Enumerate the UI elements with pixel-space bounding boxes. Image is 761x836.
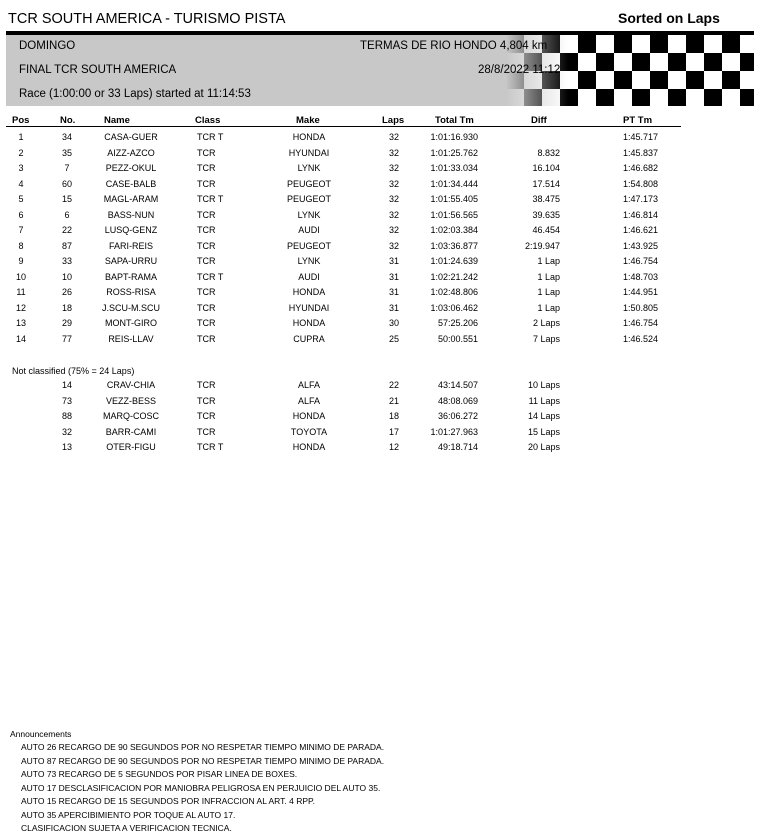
- announcement-item: AUTO 26 RECARGO DE 90 SEGUNDOS POR NO RESPETAR TIEMPO MINIMO DE PARADA.: [21, 742, 385, 752]
- cell-diff: 11 Laps: [528, 395, 560, 406]
- cell-pos: 13: [15, 318, 26, 328]
- cell-total: 1:02:21.242: [430, 271, 478, 282]
- cell-name: LUSQ-GENZ: [104, 225, 158, 235]
- announcement-item: CLASIFICACION SUJETA A VERIFICACION TECNICA.: [21, 823, 232, 833]
- cell-make: PEUGEOT: [286, 240, 331, 251]
- table-row: [0, 272, 761, 286]
- cell-total: 1:01:16.930: [430, 132, 478, 142]
- cell-no: 10: [61, 271, 72, 282]
- cell-pt: 1:46.621: [622, 225, 658, 235]
- cell-pt: 1:44.951: [622, 287, 658, 297]
- cell-cls: TCR T: [197, 442, 224, 452]
- cell-pos: 1: [18, 132, 24, 142]
- cell-make: HONDA: [292, 132, 326, 142]
- cell-laps: 32: [388, 225, 399, 235]
- cell-pt: 1:45.717: [622, 132, 658, 142]
- cell-laps: 32: [388, 209, 399, 220]
- table-row: [0, 241, 761, 255]
- cell-make: HYUNDAI: [288, 147, 330, 158]
- cell-make: HONDA: [292, 287, 326, 297]
- cell-pt: 1:46.682: [622, 163, 658, 173]
- cell-name: REIS-LLAV: [108, 333, 154, 344]
- table-row: [0, 256, 761, 270]
- cell-pt: 1:54.808: [622, 178, 658, 189]
- cell-total: 36:06.272: [437, 411, 478, 421]
- cell-diff: 1 Lap: [537, 302, 560, 313]
- cell-make: HONDA: [292, 442, 326, 452]
- cell-pos: 8: [18, 240, 24, 251]
- col-header-pos: Pos: [12, 115, 30, 126]
- cell-name: PEZZ-OKUL: [105, 163, 157, 173]
- cell-make: LYNK: [297, 256, 321, 266]
- col-header-name: Name: [104, 115, 130, 126]
- cell-pos: 10: [15, 271, 26, 282]
- announcement-item: AUTO 15 RECARGO DE 15 SEGUNDOS POR INFRACCION AL ART. 4 RPP.: [21, 796, 315, 806]
- cell-laps: 32: [388, 178, 399, 189]
- cell-diff: 8.832: [537, 147, 560, 158]
- cell-make: ALFA: [297, 395, 320, 406]
- announcement-item: AUTO 35 APERCIBIMIENTO POR TOQUE AL AUTO 17.: [21, 809, 236, 820]
- cell-name: CASA-GUER: [104, 132, 158, 142]
- cell-name: MARQ-COSC: [103, 411, 159, 421]
- cell-pt: 1:50.805: [622, 302, 658, 313]
- cell-cls: TCR: [197, 225, 216, 235]
- report-title: TCR SOUTH AMERICA - TURISMO PISTA: [8, 11, 286, 27]
- cell-diff: 39.635: [532, 209, 560, 220]
- cell-pos: 9: [18, 256, 24, 266]
- col-header-laps: Laps: [382, 115, 405, 126]
- cell-laps: 25: [388, 333, 399, 344]
- cell-name: SAPA-URRU: [104, 256, 158, 266]
- cell-pos: 6: [18, 209, 24, 220]
- cell-pos: 12: [15, 302, 26, 313]
- cell-pos: 7: [18, 225, 24, 235]
- cell-laps: 31: [388, 271, 399, 282]
- cell-total: 1:01:55.405: [430, 194, 478, 204]
- cell-name: AIZZ-AZCO: [107, 147, 155, 158]
- cell-total: 49:18.714: [437, 442, 478, 452]
- cell-make: LYNK: [297, 163, 321, 173]
- cell-total: 1:01:24.639: [430, 256, 478, 266]
- cell-name: FARI-REIS: [108, 240, 153, 251]
- cell-cls: TCR T: [197, 271, 224, 282]
- cell-cls: TCR T: [197, 194, 224, 204]
- cell-total: 50:00.551: [437, 333, 478, 344]
- cell-name: MAGL-ARAM: [103, 194, 159, 204]
- cell-make: PEUGEOT: [286, 194, 331, 204]
- circuit-name: TERMAS DE RIO HONDO 4,804 km: [360, 40, 548, 52]
- cell-name: VEZZ-BESS: [105, 395, 156, 406]
- cell-laps: 32: [388, 132, 399, 142]
- cell-diff: 1 Lap: [537, 287, 560, 297]
- cell-no: 18: [61, 302, 72, 313]
- cell-total: 1:01:34.444: [430, 178, 478, 189]
- cell-no: 32: [61, 426, 72, 437]
- cell-cls: TCR: [197, 380, 216, 390]
- cell-cls: TCR: [197, 163, 216, 173]
- cell-diff: 7 Laps: [532, 333, 560, 344]
- cell-cls: TCR: [197, 302, 216, 313]
- session-name: FINAL TCR SOUTH AMERICA: [19, 64, 177, 76]
- cell-no: 7: [64, 163, 70, 173]
- cell-pt: 1:43.925: [622, 240, 658, 251]
- cell-cls: TCR: [197, 333, 216, 344]
- cell-diff: 17.514: [532, 178, 560, 189]
- cell-diff: 2:19.947: [524, 240, 560, 251]
- cell-laps: 30: [388, 318, 399, 328]
- cell-laps: 21: [388, 395, 399, 406]
- cell-laps: 31: [388, 256, 399, 266]
- cell-total: 1:01:27.963: [430, 426, 478, 437]
- cell-name: CRAV-CHIA: [106, 380, 156, 390]
- cell-no: 6: [64, 209, 70, 220]
- cell-cls: TCR: [197, 256, 216, 266]
- cell-cls: TCR: [197, 240, 216, 251]
- cell-pos: 11: [16, 287, 26, 297]
- table-row: [0, 179, 761, 193]
- cell-make: LYNK: [297, 209, 321, 220]
- cell-cls: TCR: [197, 318, 216, 328]
- cell-no: 33: [61, 256, 72, 266]
- col-header-make: Make: [296, 115, 320, 126]
- cell-laps: 18: [388, 411, 399, 421]
- table-row: [0, 194, 761, 208]
- cell-total: 48:08.069: [437, 395, 478, 406]
- cell-total: 1:03:06.462: [430, 302, 478, 313]
- cell-total: 57:25.206: [437, 318, 478, 328]
- cell-make: HONDA: [292, 411, 326, 421]
- cell-cls: TCR: [197, 426, 216, 437]
- table-row: [0, 427, 761, 441]
- table-row: [0, 303, 761, 317]
- cell-no: 77: [61, 333, 72, 344]
- cell-cls: TCR T: [197, 132, 224, 142]
- announcement-item: AUTO 87 RECARGO DE 90 SEGUNDOS POR NO RESPETAR TIEMPO MINIMO DE PARADA.: [21, 755, 385, 766]
- cell-laps: 32: [388, 147, 399, 158]
- cell-diff: 20 Laps: [527, 442, 560, 452]
- cell-make: PEUGEOT: [286, 178, 331, 189]
- table-row: [0, 411, 761, 425]
- cell-pt: 1:46.814: [622, 209, 658, 220]
- cell-total: 1:01:33.034: [430, 163, 478, 173]
- cell-laps: 31: [388, 302, 399, 313]
- cell-cls: TCR: [197, 287, 216, 297]
- cell-total: 1:01:56.565: [430, 209, 478, 220]
- table-row: [0, 163, 761, 177]
- cell-name: CASE-BALB: [105, 178, 157, 189]
- cell-pt: 1:47.173: [622, 194, 658, 204]
- cell-name: ROSS-RISA: [106, 287, 156, 297]
- cell-diff: 2 Laps: [532, 318, 560, 328]
- col-header-class: Class: [195, 115, 221, 126]
- cell-diff: 38.475: [532, 194, 560, 204]
- cell-name: BASS-NUN: [107, 209, 155, 220]
- cell-make: HYUNDAI: [288, 302, 330, 313]
- cell-total: 1:02:03.384: [430, 225, 478, 235]
- not-classified-label: Not classified (75% = 24 Laps): [12, 366, 135, 376]
- cell-name: MONT-GIRO: [105, 318, 157, 328]
- cell-pt: 1:46.754: [622, 256, 658, 266]
- table-row: [0, 334, 761, 348]
- cell-no: 15: [61, 194, 72, 204]
- cell-diff: 1 Lap: [537, 271, 560, 282]
- race-info: Race (1:00:00 or 33 Laps) started at 11:14:53: [19, 88, 251, 100]
- cell-no: 60: [61, 178, 72, 189]
- cell-cls: TCR: [197, 411, 216, 421]
- cell-make: AUDI: [298, 271, 320, 282]
- header-divider: [6, 126, 681, 127]
- cell-total: 1:02:48.806: [430, 287, 478, 297]
- cell-make: CUPRA: [293, 333, 325, 344]
- announcement-item: AUTO 73 RECARGO DE 5 SEGUNDOS POR PISAR LINEA DE BOXES.: [21, 769, 298, 779]
- table-row: [0, 442, 761, 456]
- cell-total: 1:03:36.877: [430, 240, 478, 251]
- cell-make: ALFA: [297, 380, 320, 390]
- cell-no: 22: [61, 225, 72, 235]
- cell-make: TOYOTA: [290, 426, 328, 437]
- cell-make: HONDA: [292, 318, 326, 328]
- cell-pt: 1:45.837: [622, 147, 658, 158]
- cell-pt: 1:46.524: [622, 333, 658, 344]
- cell-laps: 12: [388, 442, 399, 452]
- cell-pt: 1:48.703: [622, 271, 658, 282]
- cell-total: 1:01:25.762: [430, 147, 478, 158]
- cell-no: 35: [61, 147, 72, 158]
- cell-diff: 16.104: [532, 163, 560, 173]
- table-row: [0, 380, 761, 394]
- table-row: [0, 148, 761, 162]
- col-header-pit-time: PT Tm: [623, 115, 653, 126]
- cell-laps: 31: [388, 287, 399, 297]
- cell-laps: 22: [388, 380, 399, 390]
- cell-laps: 32: [388, 240, 399, 251]
- cell-name: OTER-FIGU: [106, 442, 156, 452]
- cell-pos: 5: [18, 194, 24, 204]
- col-header-diff: Diff: [531, 115, 547, 126]
- cell-laps: 32: [388, 194, 399, 204]
- announcements-title: Announcements: [10, 729, 72, 739]
- cell-cls: TCR: [197, 209, 216, 220]
- cell-no: 73: [61, 395, 72, 406]
- announcement-item: AUTO 17 DESCLASIFICACION POR MANIOBRA PELIGROSA EN PERJUICIO DEL AUTO 35.: [21, 782, 381, 793]
- cell-cls: TCR: [197, 395, 216, 406]
- table-row: [0, 225, 761, 239]
- table-row: [0, 287, 761, 301]
- cell-cls: TCR: [197, 147, 216, 158]
- cell-diff: 1 Lap: [537, 256, 560, 266]
- cell-diff: 14 Laps: [527, 411, 560, 421]
- cell-no: 13: [61, 442, 72, 452]
- cell-laps: 17: [388, 426, 399, 437]
- table-row: [0, 210, 761, 224]
- cell-name: BARR-CAMI: [105, 426, 157, 437]
- cell-cls: TCR: [197, 178, 216, 189]
- cell-total: 43:14.507: [437, 380, 478, 390]
- cell-name: J.SCU-M.SCU: [102, 302, 160, 313]
- sort-indicator: Sorted on Laps: [618, 10, 720, 26]
- cell-pos: 4: [18, 178, 24, 189]
- cell-no: 29: [61, 318, 72, 328]
- cell-pt: 1:46.754: [622, 318, 658, 328]
- cell-make: AUDI: [298, 225, 320, 235]
- event-day: DOMINGO: [19, 40, 76, 52]
- table-row: [0, 132, 761, 146]
- col-header-no: No.: [60, 115, 76, 126]
- cell-diff: 46.454: [532, 225, 560, 235]
- cell-pos: 2: [18, 147, 24, 158]
- cell-no: 88: [61, 411, 72, 421]
- cell-pos: 3: [18, 163, 24, 173]
- cell-pos: 14: [15, 333, 26, 344]
- cell-no: 26: [61, 287, 72, 297]
- table-row: [0, 318, 761, 332]
- cell-name: BAPT-RAMA: [104, 271, 157, 282]
- session-datetime: 28/8/2022 11:12: [478, 64, 561, 76]
- cell-no: 34: [61, 132, 72, 142]
- table-row: [0, 396, 761, 410]
- cell-no: 14: [61, 380, 72, 390]
- cell-no: 87: [61, 240, 72, 251]
- col-header-total-time: Total Tm: [435, 115, 474, 126]
- cell-laps: 32: [388, 163, 399, 173]
- cell-diff: 10 Laps: [527, 380, 560, 390]
- cell-diff: 15 Laps: [527, 426, 560, 437]
